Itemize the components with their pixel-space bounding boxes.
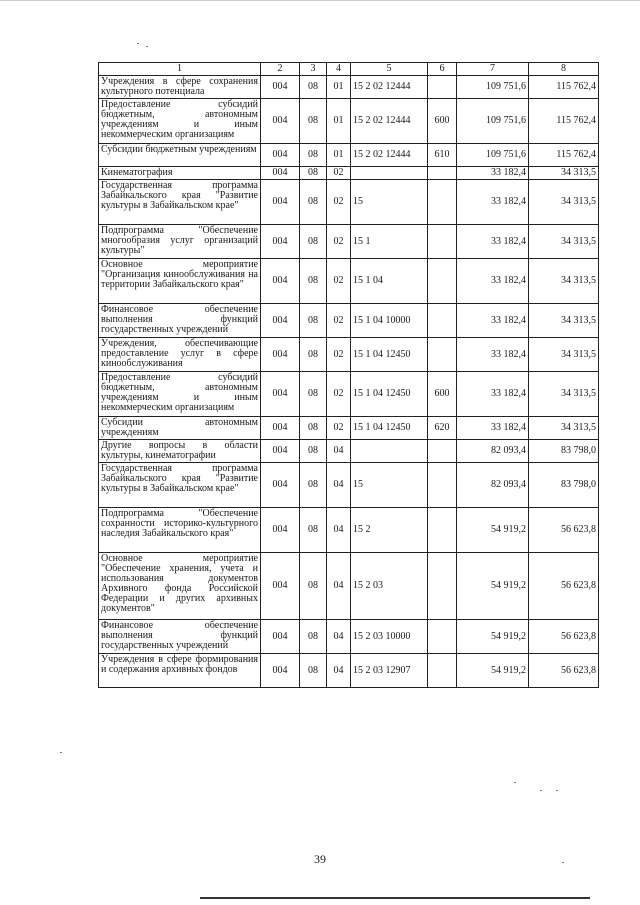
row-section: 08 (300, 167, 327, 180)
row-amount-year-1: 82 093,4 (457, 463, 529, 508)
row-section: 08 (300, 304, 327, 338)
row-target-article: 15 (351, 463, 428, 508)
row-amount-year-2: 56 623,8 (529, 620, 599, 654)
row-name: Финансовое обеспечение выполнения функций государственных учреждений (99, 304, 261, 338)
table-row (99, 259, 599, 304)
table-row (99, 144, 599, 167)
row-admin-code: 004 (261, 440, 300, 463)
row-target-article: 15 1 04 12450 (351, 417, 428, 440)
row-amount-year-2: 56 623,8 (529, 553, 599, 620)
table-row (99, 225, 599, 259)
row-amount-year-1: 33 182,4 (457, 180, 529, 225)
row-target-article: 15 2 (351, 508, 428, 553)
row-target-article: 15 1 04 12450 (351, 338, 428, 372)
row-section: 08 (300, 180, 327, 225)
row-section: 08 (300, 259, 327, 304)
row-subsection: 02 (327, 417, 351, 440)
row-expense-type (428, 508, 457, 553)
row-target-article: 15 1 04 (351, 259, 428, 304)
scan-speck (540, 790, 542, 791)
row-expense-type (428, 463, 457, 508)
row-subsection: 04 (327, 620, 351, 654)
row-section: 08 (300, 440, 327, 463)
table-row (99, 304, 599, 338)
row-target-article (351, 440, 428, 463)
row-subsection: 02 (327, 225, 351, 259)
row-amount-year-2: 34 313,5 (529, 259, 599, 304)
row-subsection: 02 (327, 259, 351, 304)
row-subsection: 01 (327, 76, 351, 99)
row-expense-type: 610 (428, 144, 457, 167)
row-subsection: 02 (327, 338, 351, 372)
row-expense-type (428, 180, 457, 225)
row-admin-code: 004 (261, 304, 300, 338)
row-amount-year-2: 34 313,5 (529, 372, 599, 417)
row-name: Подпрограмма "Обеспечение сохранности историко-культурного наследия Забайкальского края" (99, 508, 261, 553)
table-row (99, 180, 599, 225)
row-admin-code: 004 (261, 654, 300, 688)
row-expense-type (428, 440, 457, 463)
row-expense-type (428, 553, 457, 620)
row-amount-year-2: 83 798,0 (529, 440, 599, 463)
row-subsection: 04 (327, 440, 351, 463)
row-amount-year-2: 56 623,8 (529, 654, 599, 688)
table-row (99, 654, 599, 688)
header-cell: 8 (529, 63, 599, 76)
row-target-article: 15 2 02 12444 (351, 144, 428, 167)
row-amount-year-2: 115 762,4 (529, 76, 599, 99)
row-subsection: 04 (327, 508, 351, 553)
row-amount-year-1: 54 919,2 (457, 654, 529, 688)
row-target-article: 15 2 03 10000 (351, 620, 428, 654)
table-row (99, 417, 599, 440)
row-amount-year-1: 33 182,4 (457, 259, 529, 304)
row-target-article: 15 2 02 12444 (351, 99, 428, 144)
row-amount-year-1: 33 182,4 (457, 372, 529, 417)
scan-speck (146, 46, 148, 47)
row-amount-year-2: 34 313,5 (529, 304, 599, 338)
row-name: Учреждения, обеспечивающие предоставление услуг в сфере кинообслуживания (99, 338, 261, 372)
page-number: 39 (314, 852, 326, 866)
row-target-article: 15 1 04 10000 (351, 304, 428, 338)
row-section: 08 (300, 553, 327, 620)
table-row (99, 440, 599, 463)
table-header-row (99, 63, 599, 76)
row-expense-type: 600 (428, 99, 457, 144)
row-subsection: 04 (327, 654, 351, 688)
row-amount-year-1: 54 919,2 (457, 508, 529, 553)
scan-speck (60, 752, 62, 753)
table-row (99, 167, 599, 180)
row-amount-year-1: 33 182,4 (457, 304, 529, 338)
row-admin-code: 004 (261, 372, 300, 417)
table-row (99, 463, 599, 508)
table-row (99, 620, 599, 654)
header-cell: 7 (457, 63, 529, 76)
row-amount-year-1: 109 751,6 (457, 76, 529, 99)
row-admin-code: 004 (261, 620, 300, 654)
row-amount-year-1: 109 751,6 (457, 144, 529, 167)
row-amount-year-1: 33 182,4 (457, 225, 529, 259)
row-admin-code: 004 (261, 259, 300, 304)
budget-table (98, 62, 599, 688)
row-section: 08 (300, 620, 327, 654)
row-section: 08 (300, 463, 327, 508)
header-cell: 1 (99, 63, 261, 76)
row-amount-year-2: 34 313,5 (529, 338, 599, 372)
row-amount-year-1: 109 751,6 (457, 99, 529, 144)
row-admin-code: 004 (261, 180, 300, 225)
row-admin-code: 004 (261, 225, 300, 259)
row-name: Основное мероприятие "Организация кинообслуживания на территории Забайкальского края" (99, 259, 261, 304)
row-amount-year-1: 33 182,4 (457, 417, 529, 440)
row-section: 08 (300, 99, 327, 144)
table-row (99, 372, 599, 417)
row-expense-type (428, 654, 457, 688)
table-row (99, 338, 599, 372)
row-name: Кинематография (99, 167, 261, 180)
row-amount-year-2: 34 313,5 (529, 417, 599, 440)
row-expense-type (428, 259, 457, 304)
row-subsection: 02 (327, 372, 351, 417)
scan-speck (562, 862, 564, 863)
header-cell: 3 (300, 63, 327, 76)
table-row (99, 76, 599, 99)
row-amount-year-2: 56 623,8 (529, 508, 599, 553)
row-target-article: 15 2 02 12444 (351, 76, 428, 99)
table-row (99, 99, 599, 144)
row-section: 08 (300, 76, 327, 99)
row-amount-year-2: 115 762,4 (529, 144, 599, 167)
scan-edge-bottom (200, 897, 590, 899)
row-name: Предоставление субсидий бюджетным, автономным учреждениям и иным некоммерческим организациям (99, 372, 261, 417)
row-section: 08 (300, 508, 327, 553)
row-admin-code: 004 (261, 144, 300, 167)
row-admin-code: 004 (261, 463, 300, 508)
scan-speck (556, 790, 558, 791)
row-subsection: 01 (327, 99, 351, 144)
row-name: Государственная программа Забайкальского края "Развитие культуры в Забайкальском крае" (99, 463, 261, 508)
row-section: 08 (300, 144, 327, 167)
row-amount-year-2: 34 313,5 (529, 225, 599, 259)
scan-speck (514, 782, 516, 783)
row-amount-year-2: 34 313,5 (529, 167, 599, 180)
row-section: 08 (300, 372, 327, 417)
row-target-article (351, 167, 428, 180)
row-admin-code: 004 (261, 99, 300, 144)
row-amount-year-1: 54 919,2 (457, 620, 529, 654)
row-subsection: 02 (327, 180, 351, 225)
row-section: 08 (300, 417, 327, 440)
row-expense-type (428, 76, 457, 99)
row-name: Учреждения в сфере формирования и содержания архивных фондов (99, 654, 261, 688)
row-target-article: 15 2 03 (351, 553, 428, 620)
row-admin-code: 004 (261, 417, 300, 440)
row-section: 08 (300, 654, 327, 688)
row-name: Финансовое обеспечение выполнения функций государственных учреждений (99, 620, 261, 654)
row-amount-year-1: 33 182,4 (457, 338, 529, 372)
row-admin-code: 004 (261, 167, 300, 180)
row-amount-year-1: 82 093,4 (457, 440, 529, 463)
header-cell: 2 (261, 63, 300, 76)
row-admin-code: 004 (261, 76, 300, 99)
row-expense-type (428, 304, 457, 338)
row-amount-year-1: 33 182,4 (457, 167, 529, 180)
row-admin-code: 004 (261, 508, 300, 553)
row-name: Подпрограмма "Обеспечение многообразия услуг организаций культуры" (99, 225, 261, 259)
row-target-article: 15 (351, 180, 428, 225)
row-expense-type: 600 (428, 372, 457, 417)
header-cell: 5 (351, 63, 428, 76)
row-expense-type: 620 (428, 417, 457, 440)
row-amount-year-2: 34 313,5 (529, 180, 599, 225)
row-name: Другие вопросы в области культуры, кинематографии (99, 440, 261, 463)
row-target-article: 15 1 (351, 225, 428, 259)
row-subsection: 02 (327, 167, 351, 180)
row-expense-type (428, 338, 457, 372)
table-row (99, 508, 599, 553)
row-amount-year-2: 83 798,0 (529, 463, 599, 508)
row-subsection: 02 (327, 304, 351, 338)
row-name: Основное мероприятие "Обеспечение хранения, учета и использования документов Архивного фонда Российской Федерации и других архивных документов" (99, 553, 261, 620)
table-row (99, 553, 599, 620)
row-name: Учреждения в сфере сохранения культурного потенциала (99, 76, 261, 99)
scan-speck (137, 43, 139, 44)
row-target-article: 15 2 03 12907 (351, 654, 428, 688)
row-subsection: 04 (327, 553, 351, 620)
row-expense-type (428, 167, 457, 180)
row-expense-type (428, 620, 457, 654)
row-section: 08 (300, 225, 327, 259)
row-name: Субсидии бюджетным учреждениям (99, 144, 261, 167)
row-subsection: 01 (327, 144, 351, 167)
header-cell: 6 (428, 63, 457, 76)
row-amount-year-2: 115 762,4 (529, 99, 599, 144)
row-target-article: 15 1 04 12450 (351, 372, 428, 417)
row-admin-code: 004 (261, 553, 300, 620)
row-name: Государственная программа Забайкальского края "Развитие культуры в Забайкальском крае" (99, 180, 261, 225)
header-cell: 4 (327, 63, 351, 76)
scan-edge-top (0, 0, 640, 1)
row-amount-year-1: 54 919,2 (457, 553, 529, 620)
row-section: 08 (300, 338, 327, 372)
row-name: Предоставление субсидий бюджетным, автономным учреждениям и иным некоммерческим организациям (99, 99, 261, 144)
row-name: Субсидии автономным учреждениям (99, 417, 261, 440)
row-subsection: 04 (327, 463, 351, 508)
row-admin-code: 004 (261, 338, 300, 372)
row-expense-type (428, 225, 457, 259)
